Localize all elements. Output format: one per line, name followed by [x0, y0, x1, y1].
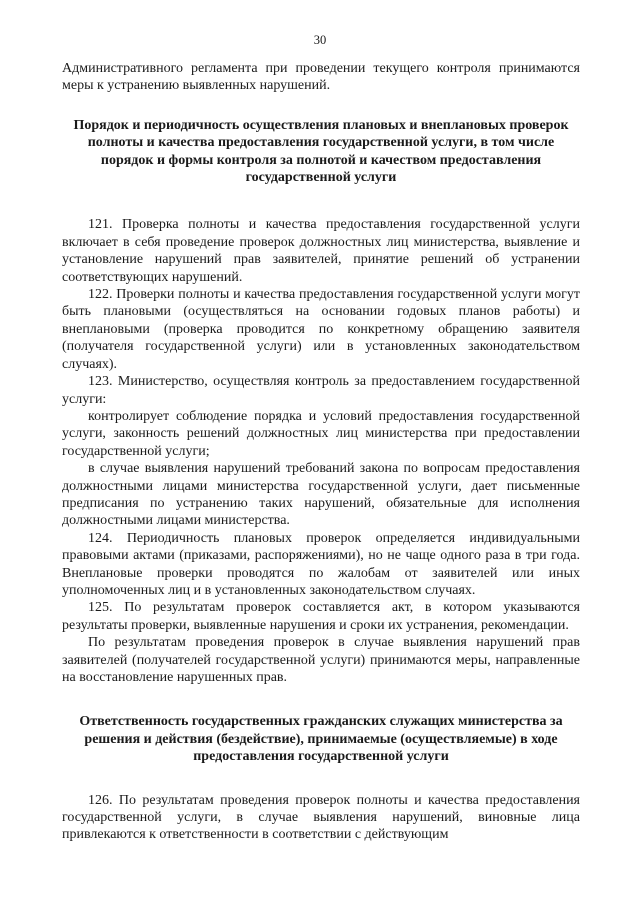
section-heading-responsibility: Ответственность государственных гражданских служащих министерства за решения и действия (бездействие), принимаемые (осуществляемые) в ходе предоставления государственной услуги [79, 714, 563, 765]
page-number: 30 [313, 33, 327, 47]
paragraph-123-item-control: контролирует соблюдение порядка и условий предоставления государственной услуги, законность решений должностных лиц министерства при предоставлении государственной услуги; [62, 408, 580, 459]
paragraph-125-measures: По результатам проведения проверок в случае выявления нарушений прав заявителей (получателей государственной услуги) принимаются меры, направленные на восстановление нарушенных прав. [62, 635, 580, 685]
paragraph-125: 125. По результатам проверок составляется акт, в котором указываются результаты проверки, выявленные нарушения и сроки их устранения, рекомендации. [62, 600, 580, 633]
paragraph-122: 122. Проверки полноты и качества предоставления государственной услуги могут быть плановыми (осуществляться на основании годовых планов работы) и внеплановыми (проверка проводится по конкретному обращению заявителя (получателя государственной услуги) или в установленных законодательством случаях). [62, 287, 580, 372]
document-body [62, 60, 580, 844]
section-heading-inspections: Порядок и периодичность осуществления плановых и внеплановых проверок полноты и качества предоставления государственной услуги, в том числе порядок и формы контроля за полнотой и качеством предоставления государственной услуги [73, 117, 569, 186]
intro-paragraph: Административного регламента при проведении текущего контроля принимаются меры к устранению выявленных нарушений. [62, 61, 580, 94]
paragraph-121: 121. Проверка полноты и качества предоставления государственной услуги включает в себя проведение проверок должностных лиц министерства, выявление и установление нарушений прав заявителей, принятие решений об устранении соответствующих нарушений. [62, 217, 580, 285]
paragraph-126: 126. По результатам проведения проверок полноты и качества предоставления государственной услуги, в случае выявления нарушений, виновные лица привлекаются к ответственности в соответствии с действующим [62, 792, 580, 843]
paragraph-124: 124. Периодичность плановых проверок определяется индивидуальными правовыми актами (приказами, распоряжениями), но не чаще одного раза в три года. Внеплановые проверки проводятся по жалобам от заявителей или иных уполномоченных лиц и в установленных законодательством случаях. [62, 530, 580, 598]
paragraph-123-item-violations: в случае выявления нарушений требований закона по вопросам предоставления должностными лицами министерства государственной услуги, дает письменные предписания по устранению таких нарушений, обязательные для исполнения должностными лицами министерства. [62, 461, 580, 529]
paragraph-123: 123. Министерство, осуществляя контроль за предоставлением государственной услуги: [62, 374, 580, 407]
